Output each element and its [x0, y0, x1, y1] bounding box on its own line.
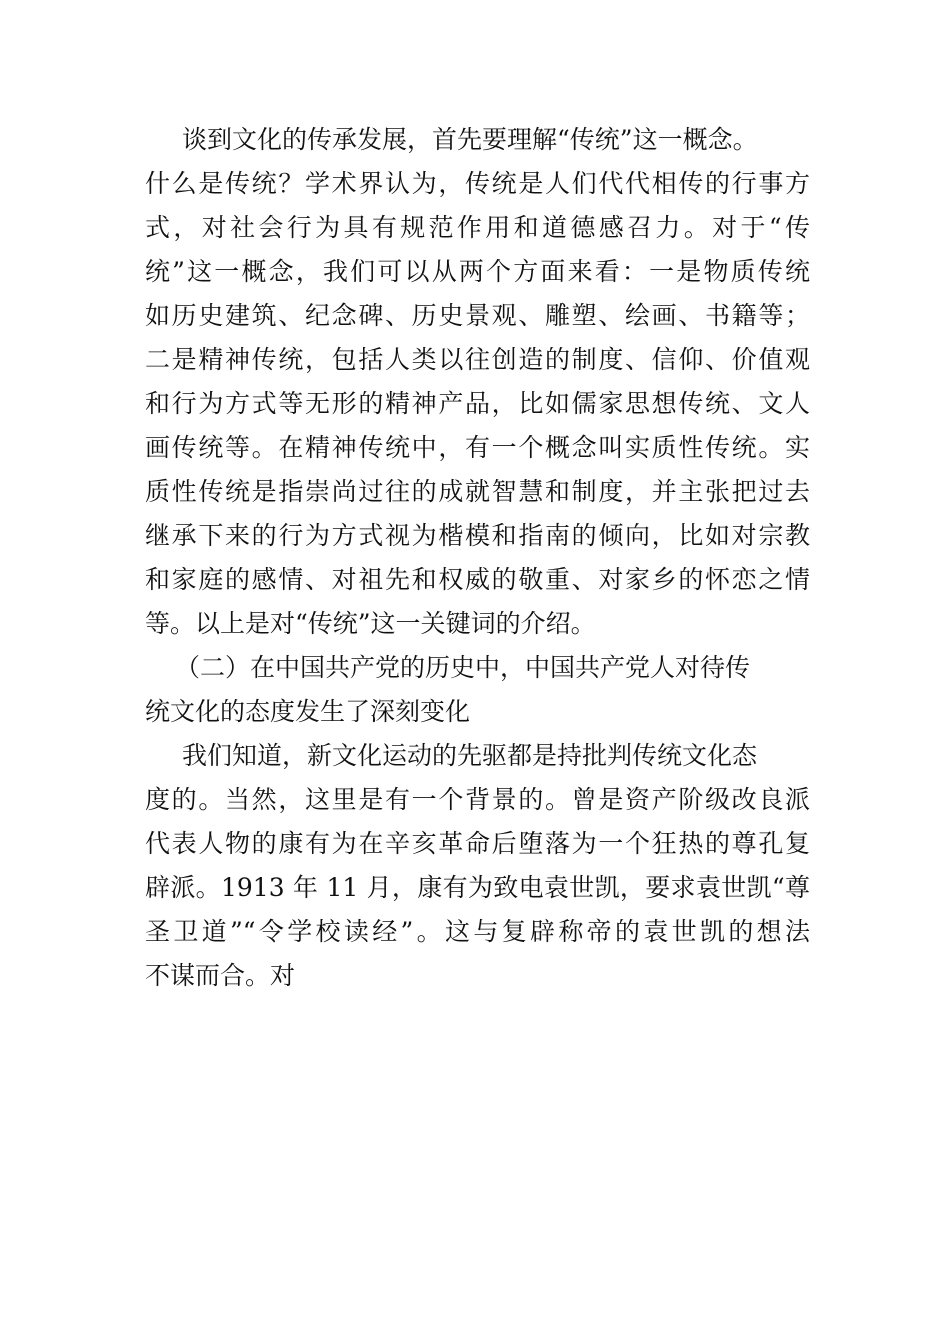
paragraph-line: 等。以上是对“传统”这一关键词的介绍。	[145, 609, 596, 638]
paragraph-line: 什么是传统？学术界认为，传统是人们代代相传的行事方	[145, 169, 810, 198]
paragraph-line: 代表人物的康有为在辛亥革命后堕落为一个狂热的尊孔复	[145, 829, 810, 858]
paragraph-line: 质性传统是指崇尚过往的成就智慧和制度，并主张把过去	[145, 477, 810, 506]
paragraph-line: 辟派。1913 年 11 月，康有为致电袁世凯，要求袁世凯“尊	[145, 873, 810, 902]
paragraph-line: 如历史建筑、纪念碑、历史景观、雕塑、绘画、书籍等；	[145, 301, 810, 330]
section-heading	[145, 646, 810, 734]
paragraph-line: 度的。当然，这里是有一个背景的。曾是资产阶级改良派	[145, 785, 810, 814]
paragraph-line: 和行为方式等无形的精神产品，比如儒家思想传统、文人	[145, 389, 810, 418]
paragraph-line: 式，对社会行为具有规范作用和道德感召力。对于“传	[145, 213, 810, 242]
paragraph-line: 继承下来的行为方式视为楷模和指南的倾向，比如对宗教	[145, 521, 810, 550]
heading-line: （二）在中国共产党的历史中，中国共产党人对待传	[175, 653, 751, 682]
heading-line: 统文化的态度发生了深刻变化	[145, 697, 471, 726]
paragraph-line: 统”这一概念，我们可以从两个方面来看：一是物质传统	[145, 257, 810, 286]
paragraph-line: 二是精神传统，包括人类以往创造的制度、信仰、价值观	[145, 345, 810, 374]
paragraph-line: 谈到文化的传承发展，首先要理解“传统”这一概念。	[182, 125, 758, 154]
paragraph-new-culture-movement	[145, 734, 810, 998]
paragraph-line: 和家庭的感情、对祖先和权威的敬重、对家乡的怀恋之情	[145, 565, 810, 594]
paragraph-line: 画传统等。在精神传统中，有一个概念叫实质性传统。实	[145, 433, 810, 462]
paragraph-line: 不谋而合。对	[145, 961, 296, 990]
paragraph-tradition-concept	[145, 118, 810, 646]
paragraph-line: 圣卫道”“令学校读经”。这与复辟称帝的袁世凯的想法	[145, 917, 810, 946]
document-body	[145, 118, 810, 998]
paragraph-line: 我们知道，新文化运动的先驱都是持批判传统文化态	[182, 741, 758, 770]
